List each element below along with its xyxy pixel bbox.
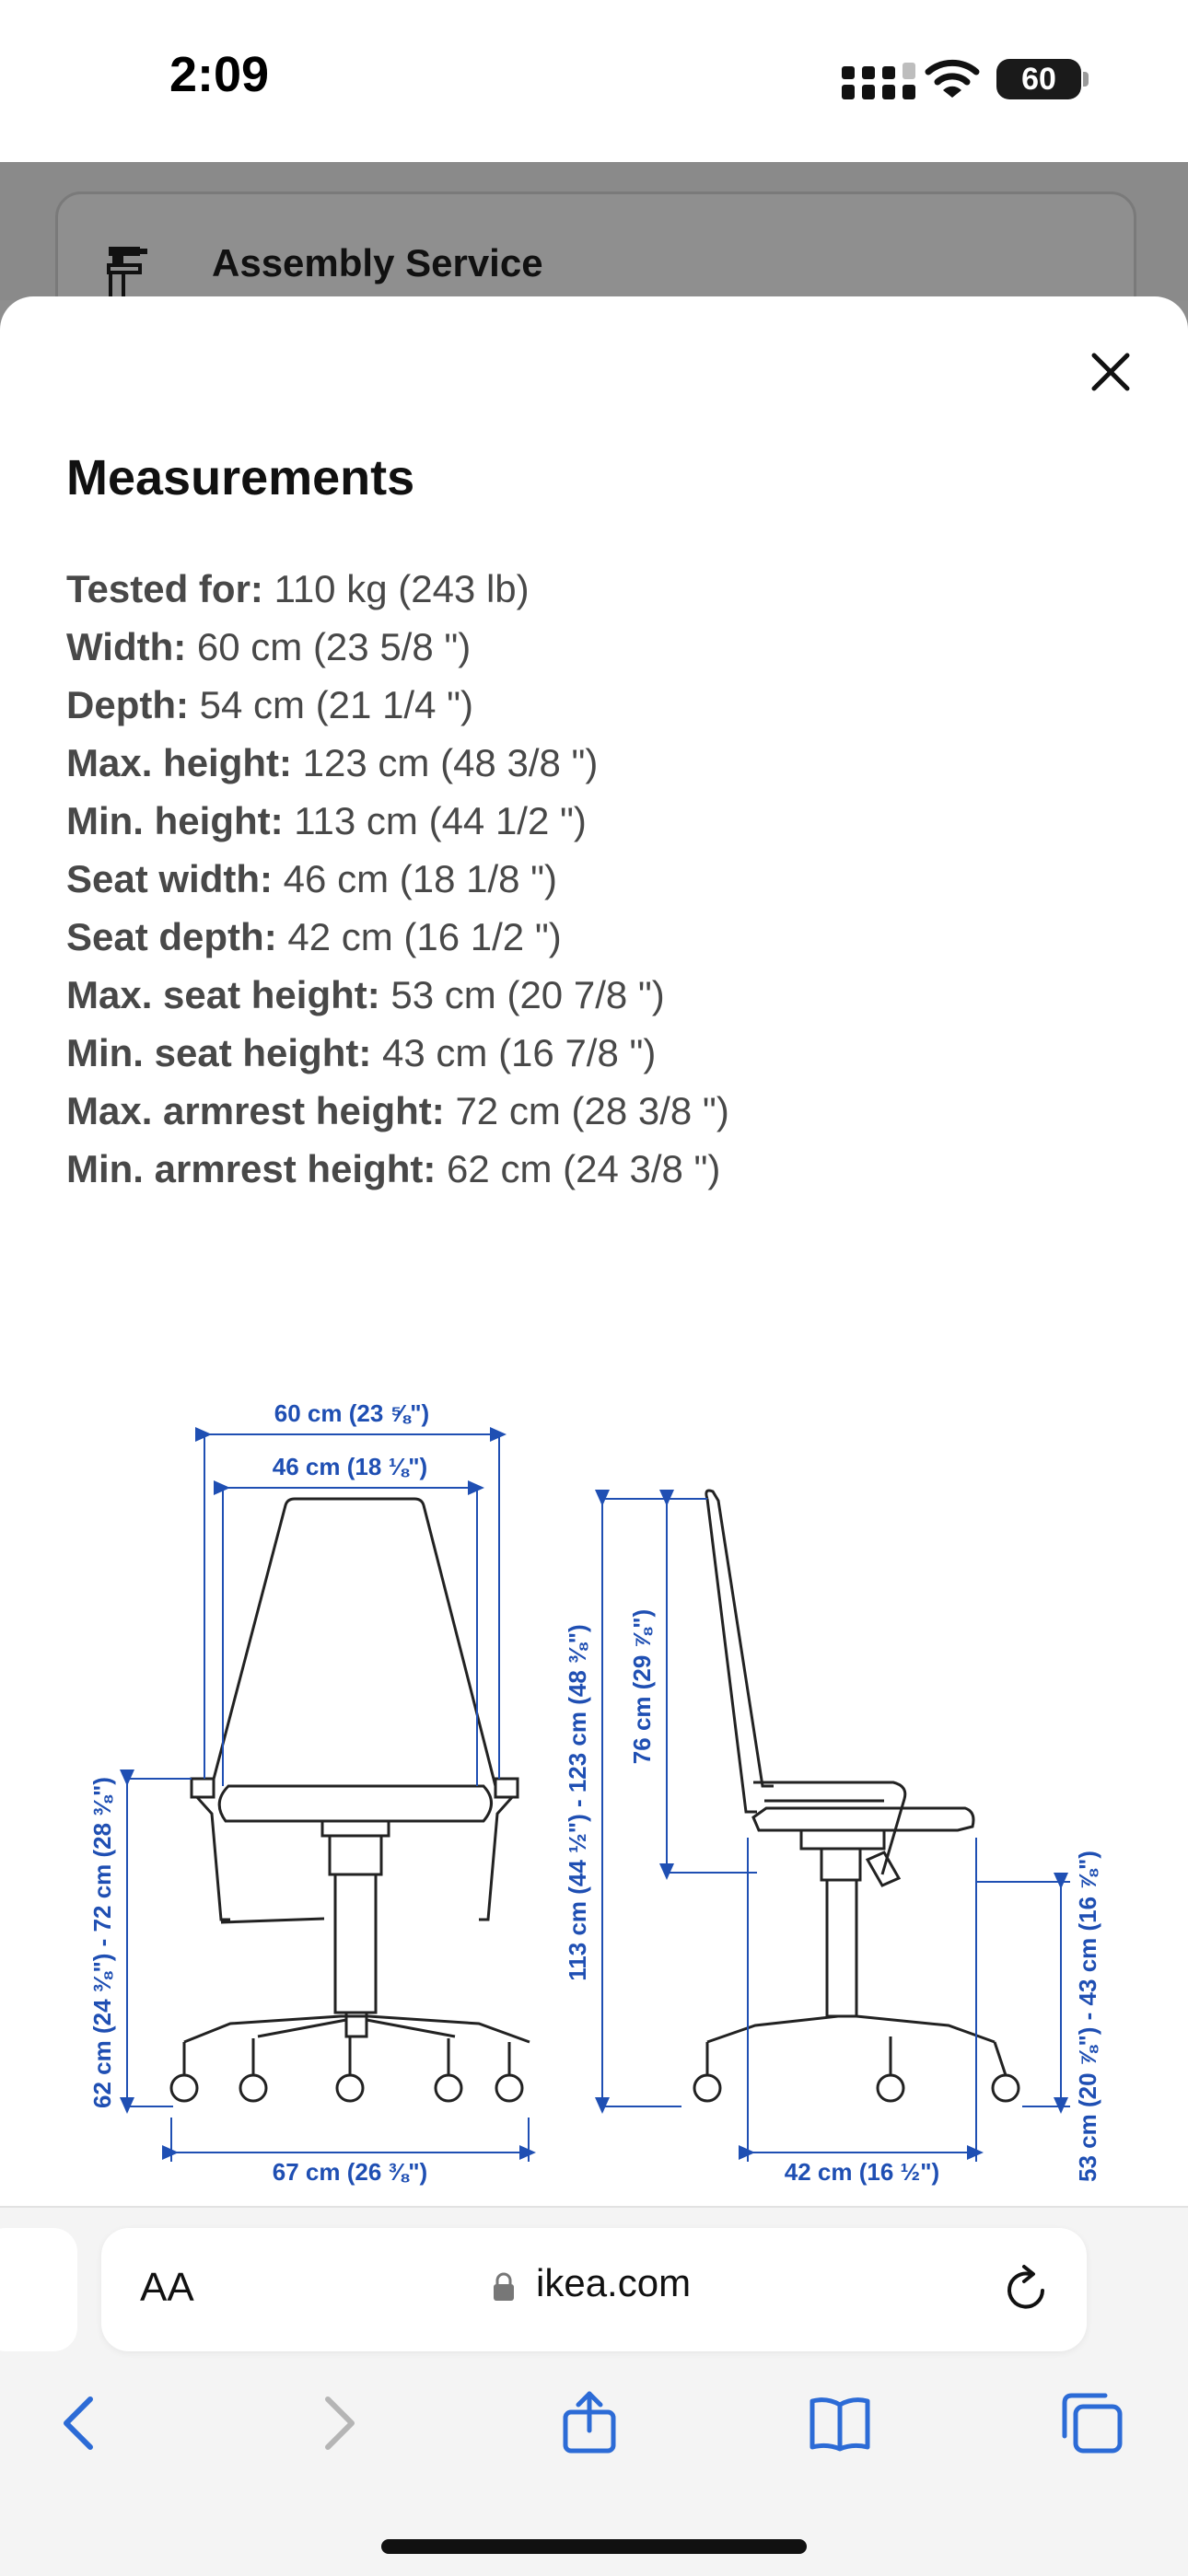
battery-tip bbox=[1083, 72, 1089, 87]
seat-height-label: 53 cm (20 ⅞") - 43 cm (16 ⅞") bbox=[1074, 1851, 1101, 2182]
spec-tested-for: Tested for: 110 kg (243 lb) bbox=[66, 567, 530, 610]
back-icon[interactable] bbox=[48, 2390, 114, 2456]
tabs-icon[interactable] bbox=[1059, 2390, 1125, 2456]
drill-icon bbox=[107, 245, 149, 300]
chair-front-view bbox=[171, 1499, 530, 2101]
spec-max-armrest-height: Max. armrest height: 72 cm (28 3/8 ") bbox=[66, 1089, 729, 1132]
spec-seat-depth: Seat depth: 42 cm (16 1/2 ") bbox=[66, 915, 562, 958]
seat-width-label: 46 cm (18 ⅛") bbox=[272, 1453, 428, 1480]
cellular-signal-icon bbox=[842, 63, 921, 101]
lock-icon bbox=[492, 2271, 516, 2303]
spec-min-height: Min. height: 113 cm (44 1/2 ") bbox=[66, 799, 587, 842]
base-width-label: 67 cm (26 ⅜") bbox=[272, 2158, 428, 2186]
front-dimension-lines bbox=[127, 1434, 529, 2162]
spec-seat-width: Seat width: 46 cm (18 1/8 ") bbox=[66, 857, 558, 900]
sheet-title: Measurements bbox=[66, 450, 415, 505]
bookmarks-icon[interactable] bbox=[807, 2390, 873, 2456]
reload-icon[interactable] bbox=[1002, 2261, 1052, 2315]
text-size-button[interactable]: AA bbox=[140, 2265, 194, 2310]
chair-dimension-diagram bbox=[74, 1381, 1124, 2210]
forward-icon[interactable] bbox=[304, 2390, 370, 2456]
spec-max-seat-height: Max. seat height: 53 cm (20 7/8 ") bbox=[66, 973, 665, 1016]
wifi-icon bbox=[925, 57, 980, 99]
share-icon[interactable] bbox=[556, 2390, 623, 2456]
home-indicator bbox=[381, 2539, 807, 2554]
status-bar bbox=[0, 0, 1188, 162]
spec-min-seat-height: Min. seat height: 43 cm (16 7/8 ") bbox=[66, 1031, 657, 1074]
width-label: 60 cm (23 ⅝") bbox=[274, 1399, 430, 1427]
back-height-label: 76 cm (29 ⅞") bbox=[628, 1608, 656, 1765]
chair-side-view bbox=[694, 1491, 1019, 2101]
spec-min-armrest-height: Min. armrest height: 62 cm (24 3/8 ") bbox=[66, 1147, 721, 1190]
spec-width: Width: 60 cm (23 5/8 ") bbox=[66, 625, 472, 668]
assembly-service-title: Assembly Service bbox=[212, 241, 543, 284]
status-time: 2:09 bbox=[169, 47, 270, 102]
spec-max-height: Max. height: 123 cm (48 3/8 ") bbox=[66, 741, 599, 784]
previous-tab-preview[interactable] bbox=[0, 2228, 77, 2351]
seat-depth-label: 42 cm (16 ½") bbox=[784, 2158, 940, 2186]
spec-depth: Depth: 54 cm (21 1/4 ") bbox=[66, 683, 474, 726]
url-text[interactable]: ikea.com bbox=[536, 2261, 692, 2304]
armrest-height-label: 62 cm (24 ⅜") - 72 cm (28 ⅜") bbox=[88, 1777, 116, 2108]
height-label: 113 cm (44 ½") - 123 cm (48 ⅜") bbox=[564, 1624, 591, 1981]
battery-icon: 60 bbox=[996, 59, 1081, 99]
close-icon[interactable] bbox=[1087, 348, 1135, 396]
measurements-list bbox=[66, 560, 729, 1198]
